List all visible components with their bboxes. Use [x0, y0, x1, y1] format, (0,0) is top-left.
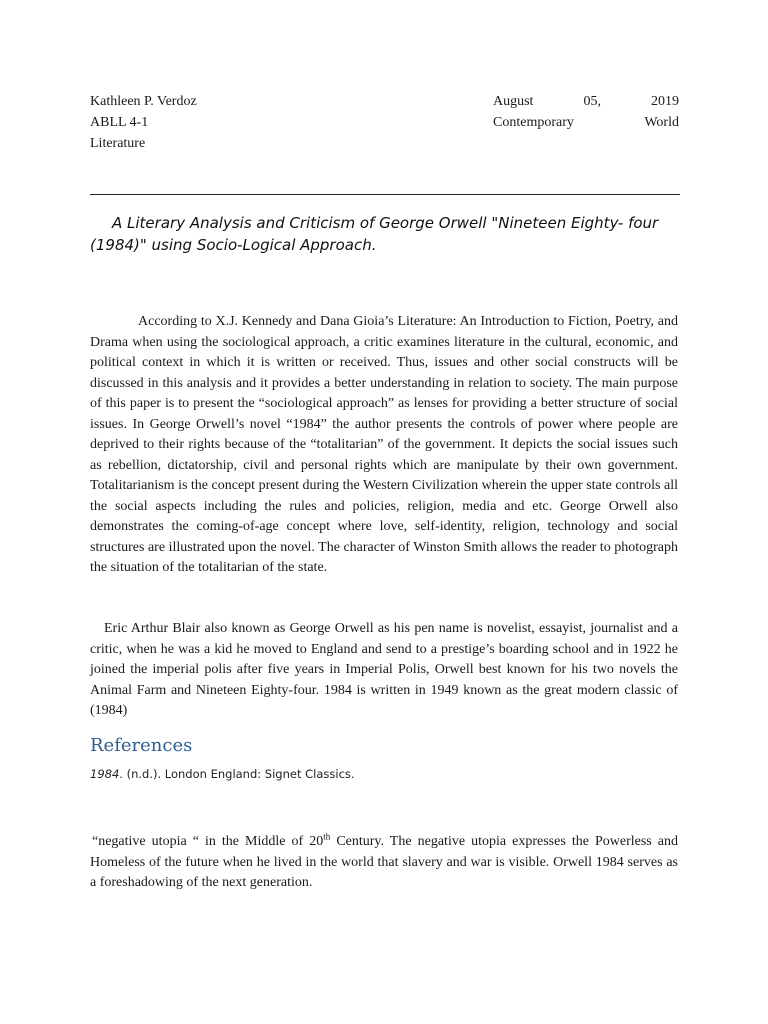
document-title [90, 212, 684, 256]
header-row-1 [90, 92, 679, 113]
date-month: August [493, 94, 534, 109]
header-row-2 [90, 113, 679, 134]
body-paragraph-3 [90, 832, 678, 894]
class-section: ABLL 4-1 [90, 115, 149, 130]
date-year: 2019 [650, 94, 679, 109]
course-word-1: Contemporary [493, 115, 574, 130]
paragraph-3-rest: Century. The negative utopia expresses the Powerless and Homeless of the future when he lived in the world that slavery and war is visible. Orwell 1984 serves as a foreshadowing of the next generation. [90, 834, 678, 890]
superscript-th: th [323, 831, 331, 842]
document-header [90, 92, 679, 155]
reference-details: . (n.d.). London England: Signet Classics. [119, 767, 355, 781]
header-row-3 [90, 134, 679, 155]
reference-title: 1984 [90, 767, 120, 781]
reference-entry [90, 764, 355, 785]
body-paragraph-1: According to X.J. Kennedy and Dana Gioia’s Literature: An Introduction to Fiction, Poetry, and Drama when using the sociological approach, a critic examines literature in the cultural, economic, and political context in which it is written or received. Thus, issues and other social constructs will be discussed in this analysis and it provides a better understanding in relation to society. The main purpose of this paper is to present the “sociological approach” as lenses for providing a better structure of social issues. In George Orwell’s novel “1984” the author presents the controls of power where people are deprived to their rights because of the “totalitarian” of the government. It depicts the social issues such as rebellion, dictatorship, civil and personal rights which are manipulate by their own government. Totalitarianism is the concept present during the Western Civilization wherein the upper state controls all the social aspects including the rules and policies, religion, media and etc. George Orwell also demonstrates the coming-of-age concept where love, self-identity, religion, technology and social structures are illustrated upon the novel. The character of Winston Smith allows the reader to photograph the situation of the totalitarian of the state. [90, 314, 678, 575]
body-paragraph-2: Eric Arthur Blair also known as George Orwell as his pen name is novelist, essayist, journalist and a critic, when he was a kid he moved to England and send to a prestige’s boarding school and in 1922 he joined the imperial polis after five years in Imperial Polis, Orwell best known for his two novels the Animal Farm and Nineteen Eighty-four. 1984 is written in 1949 known as the great modern classic of (1984) [90, 621, 678, 718]
author-name: Kathleen P. Verdoz [90, 94, 197, 109]
references-heading: References [90, 735, 193, 756]
submission-date [493, 92, 679, 113]
course-word-2: World [644, 115, 679, 130]
course-name-line-2: Literature [90, 136, 146, 151]
title-text: A Literary Analysis and Criticism of George Orwell "Nineteen Eighty- four (1984)" using Socio-Logical Approach. [90, 214, 659, 254]
date-day: 05, [583, 94, 601, 109]
paragraph-3-start: “negative utopia “ in the Middle of 20 [92, 834, 324, 849]
course-name [493, 113, 679, 134]
horizontal-divider [90, 194, 680, 195]
